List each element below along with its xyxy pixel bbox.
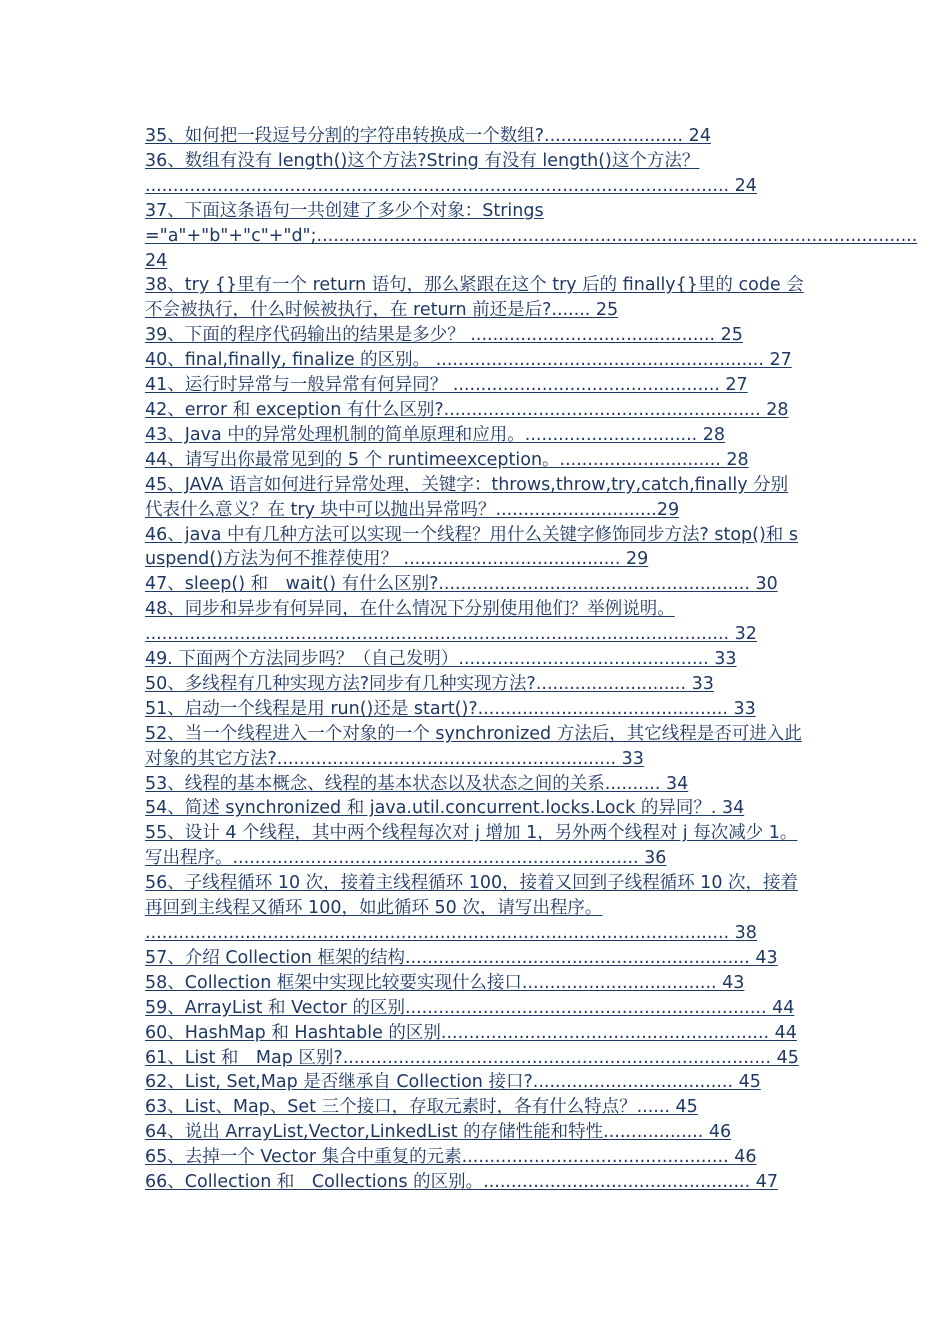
toc-entry[interactable] [145, 796, 805, 821]
toc-entry[interactable] [145, 448, 805, 473]
toc-entry[interactable] [145, 821, 805, 871]
toc-entry[interactable] [145, 597, 805, 647]
toc-entry-link[interactable]: 55、设计 4 个线程，其中两个线程每次对 j 增加 1，另外两个线程对 j 每次减少 1。写出程序。......................................................................... 36 [145, 823, 798, 869]
toc-entry-link[interactable]: 48、同步和异步有何异同，在什么情况下分别使用他们？举例说明。 ......................................................................................................... 32 [145, 599, 757, 645]
toc-entry[interactable] [145, 572, 805, 597]
toc-entry-link[interactable]: 52、当一个线程进入一个对象的一个 synchronized 方法后，其它线程是否可进入此对象的其它方法?............................................................. 33 [145, 723, 802, 769]
toc-entry-link[interactable]: 38、try {}里有一个 return 语句，那么紧跟在这个 try 后的 finally{}里的 code 会不会被执行，什么时候被执行，在 return 前还是后?....... 25 [145, 275, 804, 321]
toc-entry-link[interactable]: 61、List 和 Map 区别?............................................................................. 45 [145, 1047, 799, 1068]
toc-entry-link[interactable]: 63、List、Map、Set 三个接口，存取元素时，各有什么特点？...... 45 [145, 1097, 698, 1118]
toc-entry-link[interactable]: 39、下面的程序代码输出的结果是多少？ ............................................ 25 [145, 325, 743, 346]
toc-entry[interactable] [145, 1170, 805, 1195]
toc-entry[interactable] [145, 1095, 805, 1120]
toc-entry-link[interactable]: 62、List, Set,Map 是否继承自 Collection 接口?.................................... 45 [145, 1072, 761, 1093]
toc-entry[interactable] [145, 871, 805, 946]
toc-entry-link[interactable]: 44、请写出你最常见到的 5 个 runtimeexception。............................. 28 [145, 449, 749, 470]
toc-entry-link[interactable]: 47、sleep() 和 wait() 有什么区别?........................................................ 30 [145, 574, 778, 595]
toc-entry[interactable] [145, 473, 805, 523]
toc-entry[interactable] [145, 946, 805, 971]
toc-entry[interactable] [145, 697, 805, 722]
toc-entry[interactable] [145, 323, 805, 348]
table-of-contents [145, 124, 918, 1195]
toc-entry-link[interactable]: 42、error 和 exception 有什么区别?......................................................... 28 [145, 399, 789, 420]
toc-entry-link[interactable]: 51、启动一个线程是用 run()还是 start()?............................................. 33 [145, 698, 756, 719]
toc-entry-link[interactable]: 66、Collection 和 Collections 的区别。................................................ 47 [145, 1172, 778, 1193]
toc-entry-link[interactable]: 64、说出 ArrayList,Vector,LinkedList 的存储性能和特性.................. 46 [145, 1122, 732, 1143]
toc-entry[interactable] [145, 523, 805, 573]
toc-entry-link[interactable]: 57、介绍 Collection 框架的结构.............................................................. 43 [145, 947, 778, 968]
toc-entry-link[interactable]: 43、Java 中的异常处理机制的简单原理和应用。............................... 28 [145, 424, 726, 445]
toc-entry[interactable] [145, 1021, 805, 1046]
toc-entry[interactable] [145, 647, 805, 672]
toc-entry[interactable] [145, 1145, 805, 1170]
toc-entry[interactable] [145, 1070, 805, 1095]
toc-entry[interactable] [145, 722, 805, 772]
toc-entry-link[interactable]: 58、Collection 框架中实现比较要实现什么接口................................... 43 [145, 972, 745, 993]
toc-entry-link[interactable]: 45、JAVA 语言如何进行异常处理，关键字：throws,throw,try,catch,finally 分别代表什么意义？在 try 块中可以抛出异常吗？.............................29 [145, 474, 789, 520]
toc-entry-link[interactable]: 54、简述 synchronized 和 java.util.concurrent.locks.Lock 的异同？. 34 [145, 798, 745, 819]
toc-entry-link[interactable]: 50、多线程有几种实现方法?同步有几种实现方法?........................... 33 [145, 673, 714, 694]
toc-entry-link[interactable]: 59、ArrayList 和 Vector 的区别................................................................. 44 [145, 997, 795, 1018]
toc-entry-link[interactable]: 49. 下面两个方法同步吗？（自己发明）............................................. 33 [145, 649, 737, 670]
toc-entry[interactable] [145, 348, 805, 373]
toc-entry[interactable] [145, 1046, 805, 1071]
toc-entry-link[interactable]: 60、HashMap 和 Hashtable 的区别........................................................... 44 [145, 1022, 797, 1043]
toc-entry[interactable] [145, 149, 805, 199]
toc-entry[interactable] [145, 996, 805, 1021]
toc-entry-link[interactable]: 36、数组有没有 length()这个方法?String 有没有 length()这个方法？ ......................................................................................................... 24 [145, 150, 757, 196]
toc-entry[interactable] [145, 423, 805, 448]
toc-entry[interactable] [145, 373, 805, 398]
toc-entry[interactable] [145, 124, 805, 149]
toc-entry[interactable] [145, 199, 918, 274]
toc-entry-link[interactable]: 35、如何把一段逗号分割的字符串转换成一个数组?......................... 24 [145, 126, 711, 146]
toc-entry-link[interactable]: 53、线程的基本概念、线程的基本状态以及状态之间的关系.......... 34 [145, 773, 689, 794]
toc-entry[interactable] [145, 273, 805, 323]
toc-entry-link[interactable]: 56、子线程循环 10 次，接着主线程循环 100，接着又回到子线程循环 10 次，接着再回到主线程又循环 100，如此循环 50 次，请写出程序。 ......................................................................................................... 38 [145, 873, 799, 943]
toc-entry[interactable] [145, 772, 805, 797]
toc-entry-link[interactable]: 65、去掉一个 Vector 集合中重复的元素................................................ 46 [145, 1147, 757, 1168]
toc-entry[interactable] [145, 1120, 805, 1145]
toc-entry[interactable] [145, 672, 805, 697]
toc-entry-link[interactable]: 46、java 中有几种方法可以实现一个线程？用什么关键字修饰同步方法? stop()和 suspend()方法为何不推荐使用？ ....................................... 29 [145, 524, 798, 570]
toc-entry[interactable] [145, 971, 805, 996]
toc-entry-link[interactable]: 41、运行时异常与一般异常有何异同？ ................................................ 27 [145, 375, 748, 396]
toc-entry-link[interactable]: 37、下面这条语句一共创建了多少个对象：Strings="a"+"b"+"c"+"d";............................................................................................................ 24 [145, 200, 918, 271]
toc-entry-link[interactable]: 40、final,finally, finalize 的区别。 ........................................................... 27 [145, 350, 792, 371]
toc-entry[interactable] [145, 398, 805, 423]
